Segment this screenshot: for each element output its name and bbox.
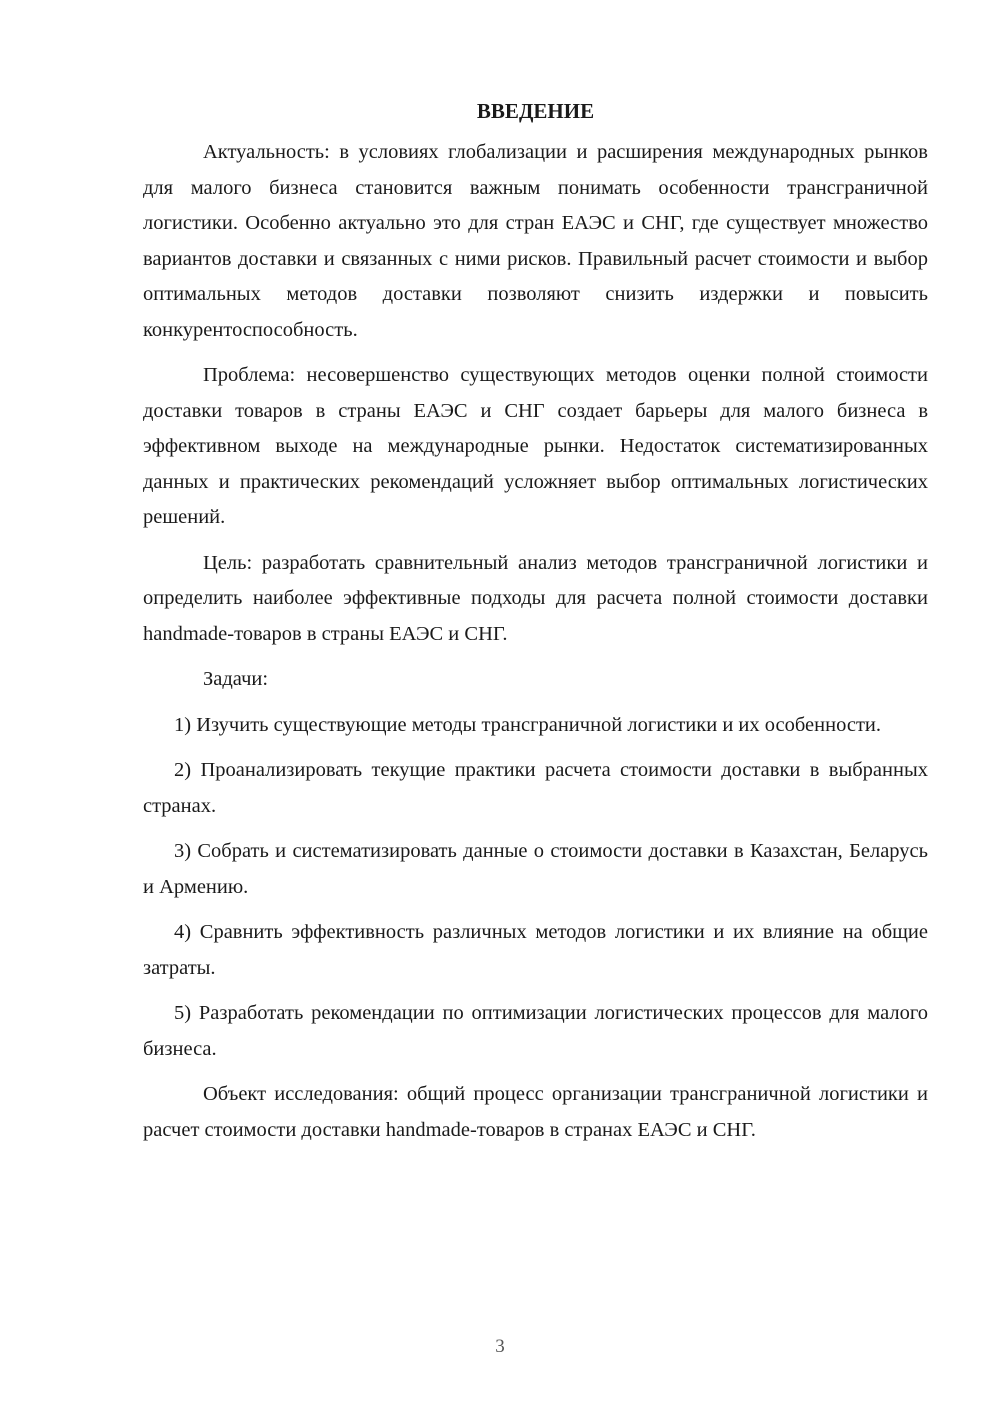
task-item: 2) Проанализировать текущие практики расчета стоимости доставки в выбранных странах. bbox=[143, 759, 928, 817]
page-number: 3 bbox=[495, 1336, 505, 1357]
task-item: 5) Разработать рекомендации по оптимизации логистических процессов для малого бизнеса. bbox=[143, 1002, 928, 1060]
research-object-paragraph: Объект исследования: общий процесс организации трансграничной логистики и расчет стоимости доставки handmade-товаров в странах ЕАЭС и СНГ. bbox=[143, 1083, 928, 1141]
task-item: 1) Изучить существующие методы трансграничной логистики и их особенности. bbox=[174, 713, 881, 736]
goal-paragraph: Цель: разработать сравнительный анализ методов трансграничной логистики и определить наиболее эффективные подходы для расчета полной стоимости доставки handmade-товаров в страны ЕАЭС и СНГ. bbox=[143, 551, 928, 645]
section-title: ВВЕДЕНИЕ bbox=[476, 99, 595, 123]
page-content bbox=[143, 96, 928, 1158]
problem-paragraph: Проблема: несовершенство существующих методов оценки полной стоимости доставки товаров в страны ЕАЭС и СНГ создает барьеры для малого бизнеса в эффективном выходе на международные рынки. Недостаток систематизированных данных и практических рекомендаций усложняет выбор оптимальных логистических решений. bbox=[143, 364, 928, 528]
relevance-paragraph: Актуальность: в условиях глобализации и расширения международных рынков для малого бизнеса становится важным понимать особенности трансграничной логистики. Особенно актуально это для стран ЕАЭС и СНГ, где существует множество вариантов доставки и связанных с ними рисков. Правильный расчет стоимости и выбор оптимальных методов доставки позволяют снизить издержки и повысить конкурентоспособность. bbox=[143, 141, 928, 341]
task-item: 4) Сравнить эффективность различных методов логистики и их влияние на общие затраты. bbox=[143, 921, 928, 979]
tasks-heading: Задачи: bbox=[203, 668, 269, 690]
task-item: 3) Собрать и систематизировать данные о стоимости доставки в Казахстан, Беларусь и Армению. bbox=[143, 840, 928, 898]
